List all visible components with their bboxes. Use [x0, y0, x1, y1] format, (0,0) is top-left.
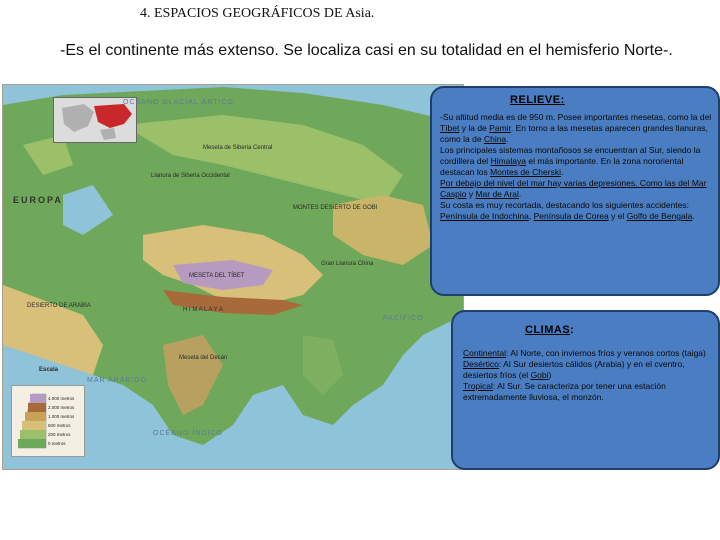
relieve-corea: Península de Corea	[533, 211, 609, 221]
legend-2000: 2.000 metros	[48, 405, 75, 410]
relieve-p2c: .	[560, 167, 564, 177]
clima-tropical-label: Tropical	[463, 381, 493, 391]
map-label-mar-arabigo: MAR ARÁBIGO	[87, 377, 148, 384]
map-label-siberia: Llanura de Siberia Occidental	[151, 173, 230, 179]
map-label-china: Gran Llanura China	[321, 261, 374, 267]
relieve-p4d: .	[692, 211, 695, 221]
clima-gobi: Gobi	[530, 370, 549, 380]
climas-title-wrap	[525, 324, 574, 336]
relieve-p2a: Los principales sistemas montañosos se encuentran al Sur, siendo la cordillera del	[440, 145, 701, 166]
relieve-title: RELIEVE:	[510, 94, 565, 106]
map-scale-label: Escala	[39, 367, 59, 373]
map-label-meseta-siberia: Meseta de Siberia Central	[203, 145, 273, 151]
relieve-indochina: Península de Indochina	[440, 211, 529, 221]
relieve-p4c: y el	[608, 211, 627, 221]
relieve-cherski: Montes de Cherski	[490, 167, 561, 177]
relieve-bengala: Golfo de Bengala	[626, 211, 693, 221]
relieve-p2b: el más importante. En la zona nororiental destacan los	[440, 156, 684, 177]
relieve-p1d: .	[506, 134, 509, 144]
clima-tropical-text: : Al Sur. Se caracteriza por tener una estación extremadamente lluviosa, el monzón.	[463, 381, 666, 402]
climas-panel	[451, 310, 720, 470]
relieve-p3b: y	[466, 189, 476, 199]
relieve-aral: Mar de Aral	[475, 189, 519, 199]
map-label-oceano-indico: OCÉANO ÍNDICO	[153, 430, 223, 437]
relieve-p1b: y la de	[459, 123, 490, 133]
relieve-tibet: Tíbet	[440, 123, 460, 133]
relieve-text	[440, 112, 716, 222]
climas-text	[463, 348, 715, 403]
climas-title: CLIMAS	[525, 324, 571, 336]
clima-desertico-end: )	[548, 370, 552, 380]
relieve-p1a: -Su altitud media es de 950 m. Posee importantes mesetas, como la del	[440, 112, 712, 122]
map-label-decan: Meseta del Decán	[179, 355, 228, 361]
relieve-p3: Por debajo del nivel del mar hay varias depresiones. Como las del Mar Caspio	[440, 178, 707, 199]
map-label-arabia: DESIERTO DE ARABIA	[27, 303, 91, 309]
climas-colon: :	[570, 324, 575, 336]
map-label-oceano-glacial: OCÉANO GLACIAL ÁRTICO	[123, 99, 234, 106]
map-label-pacifico: PACÍFICO	[383, 315, 424, 322]
clima-desertico-label: Desértico	[463, 359, 499, 369]
map-label-tibet: MESETA DEL TÍBET	[189, 273, 245, 279]
clima-continental-text: : Al Norte, con inviernos fríos y veranos cortos (taiga)	[506, 348, 706, 358]
relieve-p4a: Su costa es muy recortada, destacando los siguientes accidentes:	[440, 200, 690, 210]
relieve-panel	[430, 86, 720, 296]
legend-1000: 1.000 metros	[48, 414, 75, 419]
relieve-p1c: . En torno a las mesetas aparecen grandes llanuras, como la de	[440, 123, 708, 144]
legend-4000: 4.000 metros	[48, 396, 75, 401]
page-subtitle: -Es el continente más extenso. Se localiza casi en su totalidad en el hemisferio Norte-.	[60, 42, 673, 59]
map-label-himalaya: H I M A L A Y A	[183, 307, 223, 313]
relieve-p3c: .	[518, 189, 522, 199]
legend-500: 500 metros	[48, 423, 71, 428]
legend-0: 0 metros	[48, 441, 66, 446]
relieve-pamir: Pamir	[489, 123, 511, 133]
map-label-gobi: MONTES DESIERTO DE GOBI	[293, 205, 378, 211]
relieve-p4b: ,	[528, 211, 534, 221]
altitude-legend	[11, 385, 85, 457]
map-label-europa: EUROPA	[13, 195, 63, 205]
relieve-china: China	[483, 134, 507, 144]
legend-200: 200 metros	[48, 432, 71, 437]
page-title: 4. ESPACIOS GEOGRÁFICOS DE Asia.	[140, 6, 375, 21]
relieve-himalaya: Himalaya	[490, 156, 526, 166]
clima-continental-label: Continental	[463, 348, 507, 358]
asia-physical-map	[2, 84, 464, 470]
clima-desertico-text: : Al Sur desiertos cálidos (Arabia) y en el cventro, desiertos fríos (el	[463, 359, 685, 380]
